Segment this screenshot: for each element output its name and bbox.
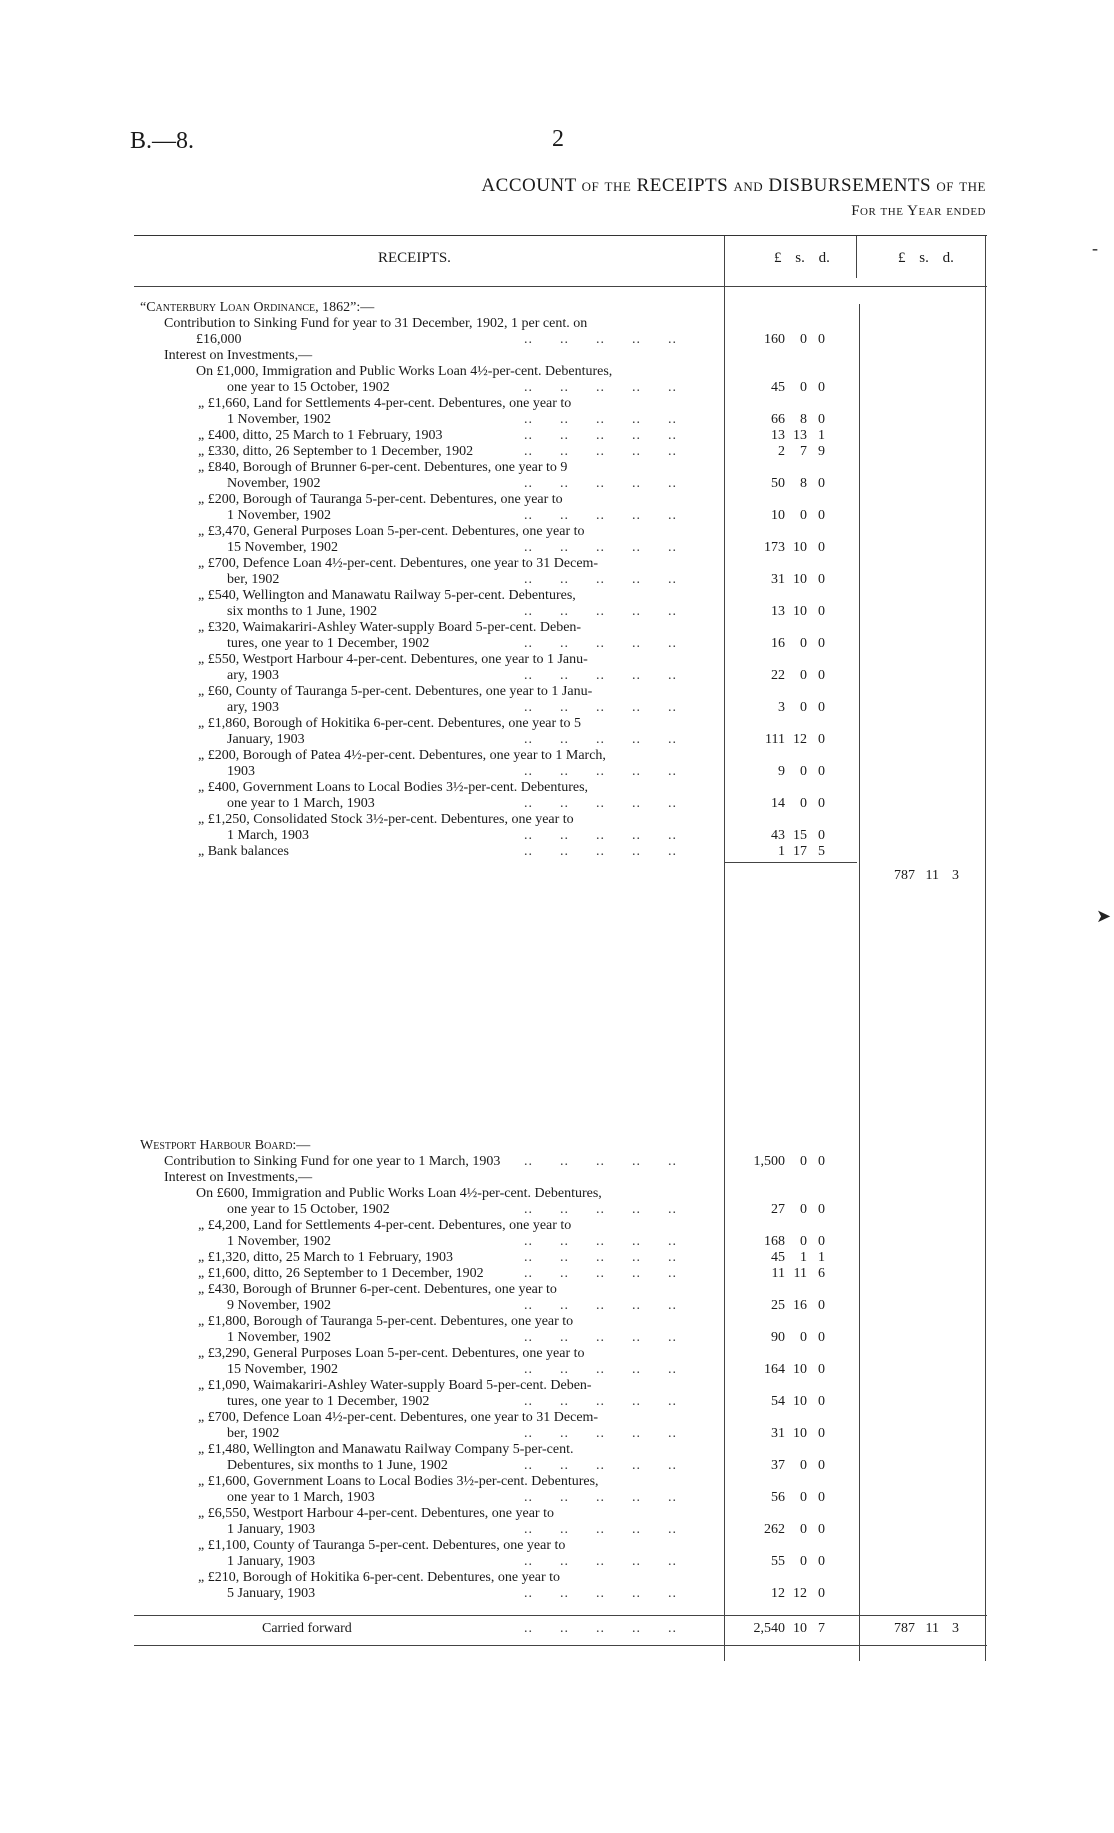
table-row bbox=[134, 684, 724, 700]
pounds: 168 bbox=[764, 1234, 785, 1249]
table-row bbox=[134, 604, 825, 620]
pence: 0 bbox=[818, 1234, 825, 1249]
shillings: 0 bbox=[800, 1202, 807, 1217]
row-text: £16,000 bbox=[196, 332, 242, 347]
row-text: „ £540, Wellington and Manawatu Railway 5-per-cent. Debentures, bbox=[198, 588, 576, 603]
pounds: 27 bbox=[771, 1202, 785, 1217]
shillings: 8 bbox=[800, 476, 807, 491]
table-row bbox=[134, 1218, 724, 1234]
leader-dots: .. .. .. .. .. bbox=[524, 1394, 677, 1409]
table-row bbox=[134, 1554, 825, 1570]
shillings: 0 bbox=[800, 1154, 807, 1169]
row-text: ary, 1903 bbox=[227, 700, 279, 715]
leader-dots: .. .. .. .. .. bbox=[524, 1154, 677, 1169]
pence: 0 bbox=[818, 508, 825, 523]
row-text: one year to 15 October, 1902 bbox=[227, 1202, 390, 1217]
row-text: „ £1,100, County of Tauranga 5-per-cent. Debentures, one year to bbox=[198, 1538, 566, 1553]
table-row bbox=[134, 1234, 825, 1250]
pounds: 22 bbox=[771, 668, 785, 683]
row-text: „ £60, County of Tauranga 5-per-cent. Debentures, one year to 1 Janu- bbox=[198, 684, 593, 699]
pounds: 13 bbox=[771, 604, 785, 619]
shillings: 10 bbox=[793, 1621, 807, 1636]
row-text: „ £1,600, ditto, 26 September to 1 December, 1902 bbox=[198, 1266, 484, 1281]
table-row bbox=[134, 668, 825, 684]
pounds: 13 bbox=[771, 428, 785, 443]
leader-dots: .. .. .. .. .. bbox=[524, 1298, 677, 1313]
table-row bbox=[134, 1250, 825, 1266]
leader-dots: .. .. .. .. .. bbox=[524, 572, 677, 587]
shillings: 8 bbox=[800, 412, 807, 427]
table-row bbox=[134, 1474, 724, 1490]
row-text: On £600, Immigration and Public Works Loan 4½-per-cent. Debentures, bbox=[196, 1186, 602, 1201]
table-row bbox=[134, 652, 724, 668]
pence: 0 bbox=[818, 732, 825, 747]
table-row bbox=[134, 1522, 825, 1538]
row-text: 1 November, 1902 bbox=[227, 1330, 332, 1345]
row-text: Interest on Investments,— bbox=[164, 348, 313, 363]
page-number: 2 bbox=[552, 126, 564, 152]
margin-mark: ➤ bbox=[1096, 906, 1112, 926]
pence: 0 bbox=[818, 1202, 825, 1217]
leader-dots: .. .. .. .. .. bbox=[524, 1202, 677, 1217]
table-row bbox=[134, 732, 825, 748]
shillings: 0 bbox=[800, 764, 807, 779]
shillings: 16 bbox=[793, 1298, 807, 1313]
row-text: „ £550, Westport Harbour 4-per-cent. Debentures, one year to 1 Janu- bbox=[198, 652, 588, 667]
table-row bbox=[134, 812, 724, 828]
leader-dots: .. .. .. .. .. bbox=[524, 1266, 677, 1281]
pounds: 11 bbox=[771, 1266, 785, 1281]
pounds: 56 bbox=[771, 1490, 785, 1505]
table-row bbox=[134, 844, 825, 860]
leader-dots: .. .. .. .. .. bbox=[524, 1426, 677, 1441]
shillings: 1 bbox=[800, 1250, 807, 1265]
table-row bbox=[134, 796, 825, 812]
row-text: „ £330, ditto, 26 September to 1 December, 1902 bbox=[198, 444, 474, 459]
pounds: 787 bbox=[894, 1621, 915, 1636]
receipts-header: RECEIPTS. bbox=[378, 250, 451, 266]
pence: 0 bbox=[818, 1154, 825, 1169]
table-row bbox=[134, 476, 825, 492]
shillings: 13 bbox=[793, 428, 807, 443]
table-row bbox=[134, 636, 825, 652]
table-row bbox=[134, 1346, 724, 1362]
shillings: 10 bbox=[793, 1394, 807, 1409]
pounds: 12 bbox=[771, 1586, 785, 1601]
table-row bbox=[134, 716, 724, 732]
pence: 9 bbox=[818, 444, 825, 459]
pounds: 164 bbox=[764, 1362, 785, 1377]
section-heading: “Canterbury Loan Ordinance, 1862”:— bbox=[140, 300, 375, 315]
table-row bbox=[134, 1538, 724, 1554]
table-row bbox=[134, 1154, 825, 1170]
shillings: 0 bbox=[800, 380, 807, 395]
pounds: 31 bbox=[771, 572, 785, 587]
table-row bbox=[134, 1394, 825, 1410]
table-row bbox=[134, 1266, 825, 1282]
row-text: On £1,000, Immigration and Public Works Loan 4½-per-cent. Debentures, bbox=[196, 364, 613, 379]
shillings: 0 bbox=[800, 1234, 807, 1249]
row-text: „ £700, Defence Loan 4½-per-cent. Debentures, one year to 31 Decem- bbox=[198, 556, 599, 571]
row-text: 15 November, 1902 bbox=[227, 1362, 339, 1377]
row-text: „ £700, Defence Loan 4½-per-cent. Debentures, one year to 31 Decem- bbox=[198, 1410, 599, 1425]
table-row bbox=[134, 748, 724, 764]
row-text: „ £430, Borough of Brunner 6-per-cent. Debentures, one year to bbox=[198, 1282, 557, 1297]
leader-dots: .. .. .. .. .. bbox=[524, 844, 677, 859]
subtotal-rule bbox=[725, 862, 857, 863]
table-row bbox=[134, 412, 825, 428]
row-text: „ £1,860, Borough of Hokitika 6-per-cent. Debentures, one year to 5 bbox=[198, 716, 582, 731]
column-divider bbox=[985, 236, 986, 1661]
pence: 0 bbox=[818, 796, 825, 811]
row-text: „ £840, Borough of Brunner 6-per-cent. Debentures, one year to 9 bbox=[198, 460, 568, 475]
pounds: 50 bbox=[771, 476, 785, 491]
receipts-table bbox=[134, 235, 987, 1661]
pounds: 3 bbox=[778, 700, 785, 715]
row-text: Carried forward bbox=[262, 1621, 352, 1636]
row-text: 9 November, 1902 bbox=[227, 1298, 332, 1313]
shillings: 12 bbox=[793, 1586, 807, 1601]
table-row bbox=[134, 556, 724, 572]
pence: 5 bbox=[818, 844, 825, 859]
row-text: ary, 1903 bbox=[227, 668, 279, 683]
table-row bbox=[134, 780, 724, 796]
shillings: 7 bbox=[800, 444, 807, 459]
page-ref: B.—8. bbox=[130, 128, 195, 154]
row-text: 1 January, 1903 bbox=[227, 1554, 316, 1569]
table-row bbox=[134, 1586, 825, 1602]
leader-dots: .. .. .. .. .. bbox=[524, 1362, 677, 1377]
pounds: 16 bbox=[771, 636, 785, 651]
pounds: 14 bbox=[771, 796, 785, 811]
pounds: 787 bbox=[894, 868, 915, 883]
row-text: 1 March, 1903 bbox=[227, 828, 310, 843]
page-subtitle: For the Year ended bbox=[851, 203, 986, 219]
row-text: „ £1,600, Government Loans to Local Bodies 3½-per-cent. Debentures, bbox=[198, 1474, 599, 1489]
shillings: 10 bbox=[793, 1362, 807, 1377]
pounds: 43 bbox=[771, 828, 785, 843]
leader-dots: .. .. .. .. .. bbox=[524, 476, 677, 491]
pence: 0 bbox=[818, 604, 825, 619]
row-text: „ £1,660, Land for Settlements 4-per-cent. Debentures, one year to bbox=[198, 396, 572, 411]
pounds: 45 bbox=[771, 1250, 785, 1265]
row-text: Contribution to Sinking Fund for year to 31 December, 1902, 1 per cent. on bbox=[164, 316, 588, 331]
shillings: 0 bbox=[800, 796, 807, 811]
pence: 0 bbox=[818, 828, 825, 843]
col2-header: £ s. d. bbox=[898, 250, 954, 266]
table-row bbox=[134, 1506, 724, 1522]
leader-dots: .. .. .. .. .. bbox=[524, 668, 677, 683]
row-text: „ £400, Government Loans to Local Bodies 3½-per-cent. Debentures, bbox=[198, 780, 589, 795]
table-row bbox=[134, 1490, 825, 1506]
row-text: „ £200, Borough of Patea 4½-per-cent. Debentures, one year to 1 March, bbox=[198, 748, 606, 763]
table-row bbox=[134, 1378, 724, 1394]
row-text: Contribution to Sinking Fund for one year to 1 March, 1903 bbox=[164, 1154, 501, 1169]
pence: 0 bbox=[818, 380, 825, 395]
row-text: one year to 1 March, 1903 bbox=[227, 796, 375, 811]
row-text: „ £3,470, General Purposes Loan 5-per-cent. Debentures, one year to bbox=[198, 524, 585, 539]
pounds: 160 bbox=[764, 332, 785, 347]
leader-dots: .. .. .. .. .. bbox=[524, 380, 677, 395]
pence: 0 bbox=[818, 700, 825, 715]
leader-dots: .. .. .. .. .. bbox=[524, 1330, 677, 1345]
row-text: „ £400, ditto, 25 March to 1 February, 1903 bbox=[198, 428, 443, 443]
shillings: 15 bbox=[793, 828, 807, 843]
pence: 0 bbox=[818, 1458, 825, 1473]
row-text: tures, one year to 1 December, 1902 bbox=[227, 636, 430, 651]
shillings: 0 bbox=[800, 668, 807, 683]
pence: 0 bbox=[818, 636, 825, 651]
leader-dots: .. .. .. .. .. bbox=[524, 604, 677, 619]
row-text: „ £6,550, Westport Harbour 4-per-cent. Debentures, one year to bbox=[198, 1506, 554, 1521]
table-row bbox=[134, 1314, 724, 1330]
pence: 0 bbox=[818, 668, 825, 683]
leader-dots: .. .. .. .. .. bbox=[524, 1554, 677, 1569]
row-text: „ £1,480, Wellington and Manawatu Railway Company 5-per-cent. bbox=[198, 1442, 574, 1457]
table-row bbox=[134, 1170, 724, 1186]
table-row bbox=[134, 1570, 724, 1586]
row-text: „ £320, Waimakariri-Ashley Water-supply Board 5-per-cent. Deben- bbox=[198, 620, 582, 635]
table-row bbox=[134, 1442, 724, 1458]
row-text: January, 1903 bbox=[227, 732, 305, 747]
table-row bbox=[134, 348, 724, 364]
pounds: 1,500 bbox=[753, 1154, 785, 1169]
shillings: 0 bbox=[800, 700, 807, 715]
table-row bbox=[134, 524, 724, 540]
title-word: and bbox=[733, 175, 764, 196]
row-text: „ £1,320, ditto, 25 March to 1 February, 1903 bbox=[198, 1250, 453, 1265]
table-row bbox=[134, 1362, 825, 1378]
pence: 3 bbox=[952, 1621, 959, 1636]
table-row bbox=[134, 764, 825, 780]
row-text: „ £4,200, Land for Settlements 4-per-cent. Debentures, one year to bbox=[198, 1218, 572, 1233]
table-row bbox=[134, 1202, 825, 1218]
pounds: 9 bbox=[778, 764, 785, 779]
row-text: „ £1,800, Borough of Tauranga 5-per-cent. Debentures, one year to bbox=[198, 1314, 574, 1329]
table-row bbox=[134, 700, 825, 716]
row-text: six months to 1 June, 1902 bbox=[227, 604, 378, 619]
row-text: one year to 15 October, 1902 bbox=[227, 380, 390, 395]
table-row bbox=[134, 508, 825, 524]
table-row bbox=[134, 1282, 724, 1298]
shillings: 0 bbox=[800, 1522, 807, 1537]
leader-dots: .. .. .. .. .. bbox=[524, 1250, 677, 1265]
pounds: 37 bbox=[771, 1458, 785, 1473]
table-row bbox=[134, 1298, 825, 1314]
shillings: 0 bbox=[800, 332, 807, 347]
row-text: 1 November, 1902 bbox=[227, 412, 332, 427]
shillings: 0 bbox=[800, 636, 807, 651]
leader-dots: .. .. .. .. .. bbox=[524, 1586, 677, 1601]
leader-dots: .. .. .. .. .. bbox=[524, 508, 677, 523]
row-text: 1 January, 1903 bbox=[227, 1522, 316, 1537]
row-text: ber, 1902 bbox=[227, 572, 280, 587]
table-row bbox=[134, 1458, 825, 1474]
table-row bbox=[134, 588, 724, 604]
row-text: November, 1902 bbox=[227, 476, 321, 491]
row-text: „ £1,090, Waimakariri-Ashley Water-supply Board 5-per-cent. Deben- bbox=[198, 1378, 592, 1393]
table-row bbox=[134, 1410, 724, 1426]
shillings: 10 bbox=[793, 604, 807, 619]
leader-dots: .. .. .. .. .. bbox=[524, 828, 677, 843]
leader-dots: .. .. .. .. .. bbox=[524, 412, 677, 427]
col1-header: £ s. d. bbox=[774, 250, 830, 266]
pence: 0 bbox=[818, 1490, 825, 1505]
pence: 0 bbox=[818, 1330, 825, 1345]
pence: 0 bbox=[818, 1522, 825, 1537]
leader-dots: .. .. .. .. .. bbox=[524, 700, 677, 715]
leader-dots: .. .. .. .. .. bbox=[524, 540, 677, 555]
pence: 6 bbox=[818, 1266, 825, 1281]
pence: 0 bbox=[818, 476, 825, 491]
table-row bbox=[134, 332, 825, 348]
row-text: 1 November, 1902 bbox=[227, 508, 332, 523]
pence: 3 bbox=[952, 868, 959, 883]
pence: 0 bbox=[818, 332, 825, 347]
row-text: ber, 1902 bbox=[227, 1426, 280, 1441]
shillings: 10 bbox=[793, 572, 807, 587]
pounds: 111 bbox=[765, 732, 785, 747]
leader-dots: .. .. .. .. .. bbox=[524, 444, 677, 459]
pence: 0 bbox=[818, 1362, 825, 1377]
shillings: 10 bbox=[793, 1426, 807, 1441]
page-title bbox=[481, 175, 986, 197]
leader-dots: .. .. .. .. .. bbox=[524, 428, 677, 443]
table-row bbox=[134, 1186, 724, 1202]
pence: 0 bbox=[818, 1298, 825, 1313]
table-row bbox=[134, 316, 724, 332]
row-text: „ £210, Borough of Hokitika 6-per-cent. Debentures, one year to bbox=[198, 1570, 561, 1585]
pence: 7 bbox=[818, 1621, 825, 1636]
row-text: „ £1,250, Consolidated Stock 3½-per-cent. Debentures, one year to bbox=[198, 812, 574, 827]
table-row bbox=[134, 1330, 825, 1346]
leader-dots: .. .. .. .. .. bbox=[524, 1234, 677, 1249]
row-text: „ £200, Borough of Tauranga 5-per-cent. Debentures, one year to bbox=[198, 492, 563, 507]
pounds: 90 bbox=[771, 1330, 785, 1345]
pence: 1 bbox=[818, 428, 825, 443]
leader-dots: .. .. .. .. .. bbox=[524, 764, 677, 779]
row-text: 15 November, 1902 bbox=[227, 540, 339, 555]
shillings: 11 bbox=[925, 1621, 939, 1636]
pounds: 173 bbox=[764, 540, 785, 555]
leader-dots: .. .. .. .. .. bbox=[524, 732, 677, 747]
carried-forward-row bbox=[134, 1621, 825, 1637]
row-text: Debentures, six months to 1 June, 1902 bbox=[227, 1458, 448, 1473]
shillings: 0 bbox=[800, 1458, 807, 1473]
pence: 0 bbox=[818, 764, 825, 779]
title-word: of the bbox=[581, 175, 632, 196]
row-text: 1903 bbox=[227, 764, 255, 779]
shillings: 0 bbox=[800, 1330, 807, 1345]
shillings: 11 bbox=[793, 1266, 807, 1281]
column-divider bbox=[856, 236, 857, 278]
shillings: 0 bbox=[800, 1554, 807, 1569]
title-word: ACCOUNT bbox=[481, 175, 577, 196]
table-row bbox=[134, 428, 825, 444]
pence: 0 bbox=[818, 1586, 825, 1601]
title-word: of the bbox=[936, 175, 986, 196]
row-text: 1 November, 1902 bbox=[227, 1234, 332, 1249]
title-word: DISBURSEMENTS bbox=[768, 175, 932, 196]
pounds: 54 bbox=[771, 1394, 785, 1409]
shillings: 17 bbox=[793, 844, 807, 859]
pounds: 66 bbox=[771, 412, 785, 427]
table-row bbox=[134, 540, 825, 556]
leader-dots: .. .. .. .. .. bbox=[524, 1458, 677, 1473]
table-row bbox=[134, 1426, 825, 1442]
shillings: 11 bbox=[925, 868, 939, 883]
pence: 0 bbox=[818, 1394, 825, 1409]
pounds: 262 bbox=[764, 1522, 785, 1537]
pounds: 45 bbox=[771, 380, 785, 395]
header-rule bbox=[134, 286, 987, 287]
pence: 0 bbox=[818, 1554, 825, 1569]
table-row bbox=[134, 460, 724, 476]
leader-dots: .. .. .. .. .. bbox=[524, 796, 677, 811]
row-text: Interest on Investments,— bbox=[164, 1170, 313, 1185]
table-row bbox=[134, 380, 825, 396]
table-row bbox=[134, 572, 825, 588]
pounds: 31 bbox=[771, 1426, 785, 1441]
pounds: 2 bbox=[778, 444, 785, 459]
table-row bbox=[134, 620, 724, 636]
row-text: „ Bank balances bbox=[198, 844, 289, 859]
row-text: 5 January, 1903 bbox=[227, 1586, 316, 1601]
leader-dots: .. .. .. .. .. bbox=[524, 1522, 677, 1537]
pence: 0 bbox=[818, 540, 825, 555]
leader-dots: .. .. .. .. .. bbox=[524, 332, 677, 347]
pence: 0 bbox=[818, 412, 825, 427]
section-heading: Westport Harbour Board:— bbox=[140, 1138, 311, 1153]
margin-mark: ‐ bbox=[1092, 238, 1098, 258]
table-row bbox=[134, 828, 825, 844]
leader-dots: .. .. .. .. .. bbox=[524, 636, 677, 651]
row-text: one year to 1 March, 1903 bbox=[227, 1490, 375, 1505]
shillings: 12 bbox=[793, 732, 807, 747]
leader-dots: .. .. .. .. .. bbox=[524, 1490, 677, 1505]
table-row bbox=[134, 396, 724, 412]
column-divider bbox=[859, 304, 860, 1661]
pence: 0 bbox=[818, 1426, 825, 1441]
row-text: „ £3,290, General Purposes Loan 5-per-cent. Debentures, one year to bbox=[198, 1346, 585, 1361]
pounds: 1 bbox=[778, 844, 785, 859]
table-row bbox=[134, 492, 724, 508]
shillings: 0 bbox=[800, 508, 807, 523]
title-word: RECEIPTS bbox=[636, 175, 729, 196]
pence: 1 bbox=[818, 1250, 825, 1265]
pounds: 55 bbox=[771, 1554, 785, 1569]
pounds: 25 bbox=[771, 1298, 785, 1313]
table-row bbox=[134, 364, 724, 380]
row-text: tures, one year to 1 December, 1902 bbox=[227, 1394, 430, 1409]
pounds: 2,540 bbox=[753, 1621, 785, 1636]
pounds: 10 bbox=[771, 508, 785, 523]
bottom-rule bbox=[134, 1645, 987, 1646]
shillings: 0 bbox=[800, 1490, 807, 1505]
shillings: 10 bbox=[793, 540, 807, 555]
carried-forward-rule bbox=[134, 1615, 987, 1616]
leader-dots: .. .. .. .. .. bbox=[524, 1621, 677, 1636]
pence: 0 bbox=[818, 572, 825, 587]
table-row bbox=[134, 444, 825, 460]
